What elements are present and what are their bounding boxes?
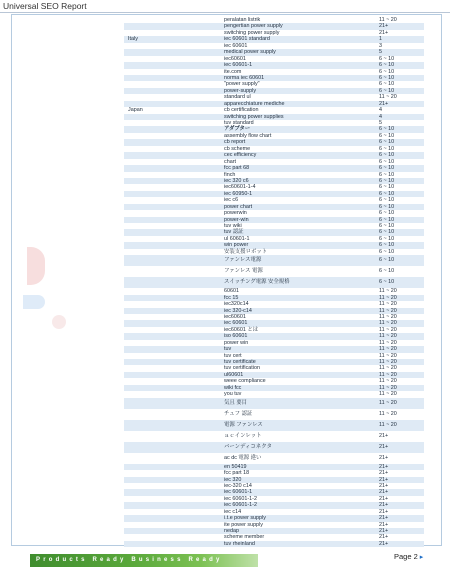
report-title: Universal SEO Report: [3, 1, 87, 11]
rank-cell: 6 ~ 10: [379, 190, 395, 197]
rank-cell: 4: [379, 107, 382, 114]
rank-cell: 6 ~ 10: [379, 235, 395, 242]
keyword-cell: cb report: [224, 139, 246, 146]
rank-cell: 21+: [379, 470, 389, 477]
rank-cell: 21+: [379, 508, 389, 515]
footer-banner-text: Products Ready Business Ready: [36, 557, 223, 563]
rank-cell: 21+: [379, 443, 389, 450]
keyword-cell: iec 320-c14: [224, 307, 252, 314]
keyword-cell: iec60601-1-4: [224, 184, 256, 191]
rank-cell: 21+: [379, 432, 389, 439]
keyword-cell: i.t.e power supply: [224, 515, 266, 522]
keyword-cell: win power: [224, 242, 249, 249]
keyword-cell: チュフ 認証: [224, 410, 253, 417]
keyword-cell: fcc part 18: [224, 470, 250, 477]
rank-cell: 3: [379, 42, 382, 49]
rank-cell: 6 ~ 10: [379, 268, 395, 275]
rank-cell: 11 ~ 20: [379, 307, 397, 314]
rank-cell: 11 ~ 20: [379, 339, 397, 346]
keyword-cell: 気且 要目: [224, 399, 248, 406]
keyword-cell: en 50419: [224, 463, 247, 470]
keyword-cell: iec60601: [224, 313, 246, 320]
keyword-cell: you tuv: [224, 391, 242, 398]
rank-cell: 6 ~ 10: [379, 242, 395, 249]
keyword-cell: iso 60601: [224, 333, 248, 340]
rank-cell: 11 ~ 20: [379, 410, 397, 417]
keyword-cell: pengertian power supply: [224, 23, 283, 30]
keyword-cell: finch: [224, 171, 236, 178]
rank-cell: 6 ~ 10: [379, 171, 395, 178]
rank-cell: 6 ~ 10: [379, 177, 395, 184]
keyword-cell: 電源 ファンレス: [224, 421, 263, 428]
watermark-shape: [23, 295, 45, 309]
rank-cell: 21+: [379, 29, 389, 36]
keyword-cell: tuv standard: [224, 120, 254, 126]
keyword-cell: ul 60601-1: [224, 235, 250, 242]
table-row: [124, 453, 424, 464]
rank-cell: 21+: [379, 454, 389, 461]
keyword-cell: norma iec 60601: [224, 74, 265, 81]
rank-cell: 11 ~ 20: [379, 346, 397, 353]
keyword-cell: iec320c14: [224, 301, 249, 308]
keyword-cell: 安装支援ロボット: [224, 248, 268, 255]
watermark-shape: [27, 247, 45, 285]
rank-cell: 6 ~ 10: [379, 257, 395, 264]
keyword-cell: wiki fcc: [224, 384, 242, 391]
rank-cell: 21+: [379, 502, 389, 509]
rank-cell: 11 ~ 20: [379, 384, 397, 391]
rank-cell: 6 ~ 10: [379, 158, 395, 165]
keyword-cell: iec c6: [224, 197, 239, 204]
table-row: [124, 266, 424, 277]
keyword-cell: iec 60601: [224, 42, 248, 49]
rank-cell: 6 ~ 10: [379, 132, 395, 139]
rank-cell: 11 ~ 20: [379, 391, 397, 398]
keyword-cell: ａｃインレット: [224, 432, 262, 439]
rank-cell: 11 ~ 20: [379, 378, 397, 385]
rank-cell: 6 ~ 10: [379, 203, 395, 210]
keyword-cell: iec 60601-1-2: [224, 502, 257, 509]
keyword-cell: cb certification: [224, 107, 259, 114]
rank-cell: 11 ~ 20: [379, 313, 397, 320]
keyword-cell: medical power supply: [224, 49, 276, 56]
rank-cell: 21+: [379, 495, 389, 502]
report-header: [0, 0, 450, 14]
rank-cell: 6 ~ 10: [379, 55, 395, 62]
rank-cell: 11 ~ 20: [379, 320, 397, 327]
table-row: [124, 398, 424, 409]
rank-cell: 21+: [379, 489, 389, 496]
keyword-cell: apparecchiature mediche: [224, 100, 285, 107]
rank-cell: 21+: [379, 100, 389, 107]
keyword-cell: switching power supply: [224, 29, 280, 36]
keyword-cell: iec 60601-1: [224, 489, 253, 496]
rank-cell: 6 ~ 10: [379, 81, 395, 88]
rank-cell: 11 ~ 20: [379, 94, 397, 101]
rank-cell: 11 ~ 20: [379, 301, 397, 308]
keyword-cell: switching power supplies: [224, 113, 284, 120]
header-divider: [0, 12, 450, 13]
keyword-cell: nedap: [224, 528, 239, 534]
keyword-cell: chart: [224, 158, 236, 165]
keyword-cell: tuv certificate: [224, 359, 256, 365]
rank-cell: 11 ~ 20: [379, 365, 397, 372]
keyword-cell: iec 320 c6: [224, 177, 249, 184]
rank-cell: 5: [379, 49, 382, 56]
rank-cell: 6 ~ 10: [379, 210, 395, 217]
keyword-cell: power-supply: [224, 87, 257, 94]
keyword-cell: ファンレス 電源: [224, 268, 263, 275]
rank-cell: 21+: [379, 534, 389, 541]
rank-cell: 6 ~ 10: [379, 87, 395, 94]
rank-cell: 11 ~ 20: [379, 333, 397, 340]
keyword-cell: iec c14: [224, 508, 242, 515]
keyword-cell: tuv certification: [224, 365, 260, 372]
rank-cell: 21+: [379, 476, 389, 483]
rank-cell: 11 ~ 20: [379, 371, 397, 378]
rank-cell: 6 ~ 10: [379, 62, 395, 69]
rank-cell: 5: [379, 120, 382, 126]
rank-cell: 6 ~ 10: [379, 279, 395, 286]
rank-cell: 6 ~ 10: [379, 145, 395, 152]
keyword-cell: power chart: [224, 203, 253, 210]
keyword-cell: cb scheme: [224, 145, 251, 152]
rank-cell: 6 ~ 10: [379, 139, 395, 146]
rank-cell: 11 ~ 20: [379, 399, 397, 406]
rank-cell: 11 ~ 20: [379, 359, 397, 365]
keyword-cell: cec efficiency: [224, 152, 257, 159]
keyword-cell: iec 60601 standard: [224, 36, 270, 43]
keyword-cell: iec 60601: [224, 320, 248, 327]
table-row: [124, 255, 424, 266]
watermark-shape: [52, 315, 66, 329]
rank-cell: 21+: [379, 515, 389, 522]
rank-cell: 11 ~ 20: [379, 288, 397, 295]
rank-cell: 6 ~ 10: [379, 126, 395, 133]
keyword-cell: tuv rheinland: [224, 540, 255, 547]
rank-cell: 6 ~ 10: [379, 152, 395, 159]
rank-cell: 6 ~ 10: [379, 197, 395, 204]
keyword-ranking-table: [124, 17, 424, 547]
keyword-cell: バーンディコネクタ: [224, 443, 272, 450]
keyword-cell: iec 320: [224, 476, 242, 483]
rank-cell: 6 ~ 10: [379, 184, 395, 191]
keyword-cell: standard ul: [224, 94, 251, 101]
table-row: [124, 277, 424, 288]
rank-cell: 11 ~ 20: [379, 421, 397, 428]
keyword-cell: 60601: [224, 288, 239, 295]
table-row: [124, 409, 424, 420]
rank-cell: 1: [379, 36, 382, 43]
keyword-cell: iec 60601-1: [224, 62, 253, 69]
rank-cell: 6 ~ 10: [379, 74, 395, 81]
rank-cell: 6 ~ 10: [379, 68, 395, 75]
rank-cell: 6 ~ 10: [379, 248, 395, 255]
table-row: [124, 442, 424, 453]
rank-cell: 6 ~ 10: [379, 165, 395, 172]
keyword-cell: ac dc 電源 違い: [224, 454, 262, 461]
rank-cell: 4: [379, 113, 382, 120]
keyword-cell: powerwin: [224, 210, 247, 217]
keyword-cell: ite.com: [224, 68, 242, 75]
next-arrow-icon: ▸: [419, 554, 424, 561]
rank-cell: 21+: [379, 463, 389, 470]
keyword-cell: peralatan listrik: [224, 17, 261, 23]
country-cell: Japan: [128, 107, 143, 114]
rank-cell: 11 ~ 20: [379, 326, 397, 333]
keyword-cell: tuv: [224, 346, 232, 353]
country-cell: Italy: [128, 36, 138, 43]
rank-cell: 21+: [379, 23, 389, 30]
page-number: [394, 552, 423, 563]
keyword-cell: iec-320 c14: [224, 482, 252, 489]
keyword-cell: tuv cert: [224, 352, 242, 359]
keyword-cell: iec60601 とは: [224, 326, 259, 333]
keyword-cell: power win: [224, 339, 249, 346]
rank-cell: 11 ~ 20: [379, 294, 397, 301]
keyword-cell: power-win: [224, 216, 249, 223]
keyword-cell: assembly flow chart: [224, 132, 272, 139]
keyword-cell: ファンレス電源: [224, 257, 262, 264]
rank-cell: 6 ~ 10: [379, 223, 395, 229]
keyword-cell: ul60601: [224, 371, 244, 378]
table-row: [124, 541, 424, 547]
keyword-cell: アダプター: [224, 126, 251, 133]
keyword-cell: ite power supply: [224, 521, 263, 528]
rank-cell: 21+: [379, 528, 389, 534]
footer-banner: [30, 554, 258, 567]
rank-cell: 6 ~ 10: [379, 229, 395, 236]
keyword-cell: fcc part 68: [224, 165, 250, 172]
table-row: [124, 431, 424, 442]
keyword-cell: iec60601: [224, 55, 246, 62]
rank-cell: 11 ~ 20: [379, 352, 397, 359]
keyword-cell: weee compliance: [224, 378, 266, 385]
page-number-label: Page 2: [394, 552, 418, 561]
rank-cell: 21+: [379, 521, 389, 528]
rank-cell: 6 ~ 10: [379, 216, 395, 223]
rank-cell: 21+: [379, 482, 389, 489]
rank-cell: 11 ~ 20: [379, 17, 397, 23]
table-row: [124, 420, 424, 431]
keyword-cell: iec 60601-1-2: [224, 495, 257, 502]
keyword-cell: tuv 認証: [224, 229, 244, 236]
keyword-cell: fcc 15: [224, 294, 239, 301]
keyword-cell: iec 60950-1: [224, 190, 253, 197]
rank-cell: 21+: [379, 540, 389, 547]
keyword-cell: tuv wiki: [224, 223, 242, 229]
keyword-cell: スイッチング電源 安全規格: [224, 279, 290, 286]
keyword-cell: scheme member: [224, 534, 265, 541]
keyword-cell: "power supply": [224, 81, 260, 88]
